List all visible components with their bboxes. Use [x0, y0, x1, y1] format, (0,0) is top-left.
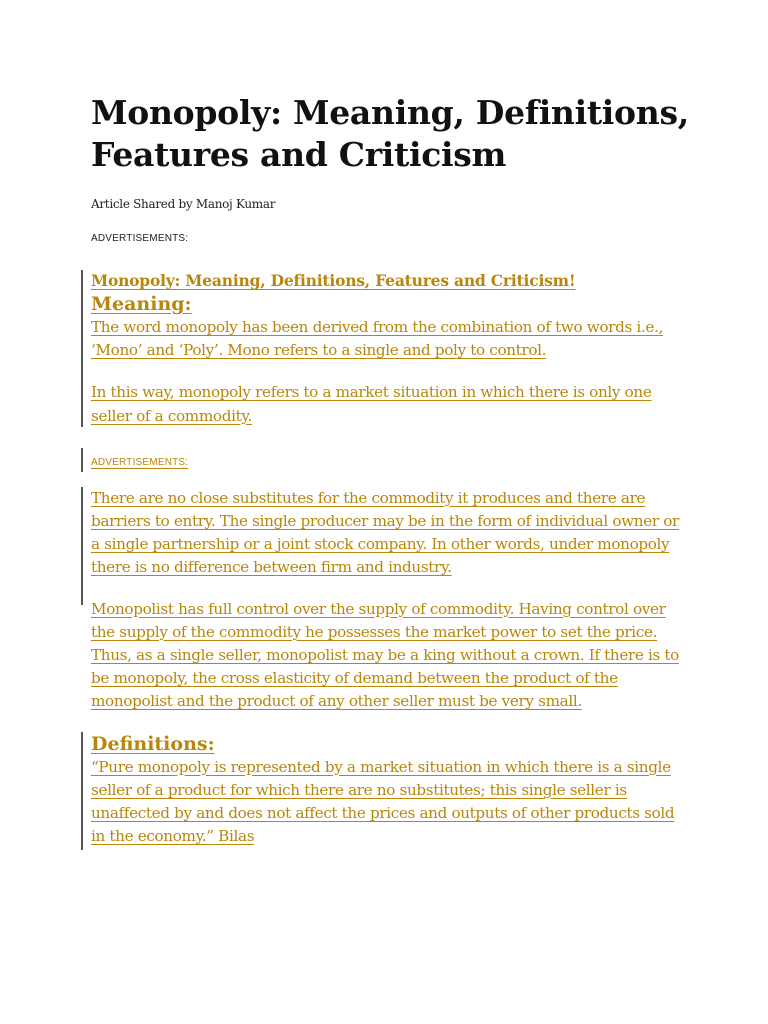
paragraph-link[interactable]: The word monopoly has been derived from the combination of two words i.e., ‘Mono’ and ‘Poly’. Mono refers to a single and poly to control. — [91, 318, 663, 360]
page-title: Monopoly: Meaning, Definitions, Features and Criticism — [91, 93, 689, 174]
paragraph-link[interactable]: “Pure monopoly is represented by a market situation in which there is a single seller of a product for which there are no substitutes; this single seller is unaffected by and does not affect the prices and outputs of other products sold in the economy.” Bilas — [91, 757, 675, 846]
quote-bar — [81, 381, 83, 427]
quote-bar — [81, 270, 83, 386]
paragraph-block — [91, 381, 691, 427]
paragraph-block — [91, 487, 691, 580]
quote-bar — [81, 448, 83, 472]
paragraph-link[interactable]: Monopolist has full control over the supply of commodity. Having control over the supply of the commodity he possesses the market power to set the price. Thus, as a single seller, monopolist may be a king without a crown. If there is to be monopoly, the cross elasticity of demand between the product of the monopolist and the product of any other seller must be very small. — [91, 599, 679, 711]
paragraph-block — [91, 598, 691, 714]
advertisement-link[interactable]: ADVERTISEMENTS: — [91, 456, 189, 468]
advertisement-label: ADVERTISEMENTS: — [91, 233, 189, 244]
author-byline: Article Shared by Manoj Kumar — [91, 197, 276, 211]
definitions-block — [91, 732, 691, 849]
subtitle-link[interactable]: Monopoly: Meaning, Definitions, Features and Criticism! — [91, 271, 576, 290]
definitions-heading-link[interactable]: Definitions: — [91, 732, 215, 755]
quote-bar — [81, 487, 83, 605]
intro-block — [91, 270, 691, 362]
meaning-heading-link[interactable]: Meaning: — [91, 293, 192, 315]
paragraph-link[interactable]: There are no close substitutes for the commodity it produces and there are barriers to entry. The single producer may be in the form of individual owner or a single partnership or a joint stock company. In other words, under monopoly there is no difference between firm and industry. — [91, 488, 679, 577]
advertisement-block — [91, 448, 691, 470]
quote-bar — [81, 732, 83, 850]
paragraph-link[interactable]: In this way, monopoly refers to a market situation in which there is only one seller of a commodity. — [91, 383, 652, 425]
article — [91, 92, 691, 848]
